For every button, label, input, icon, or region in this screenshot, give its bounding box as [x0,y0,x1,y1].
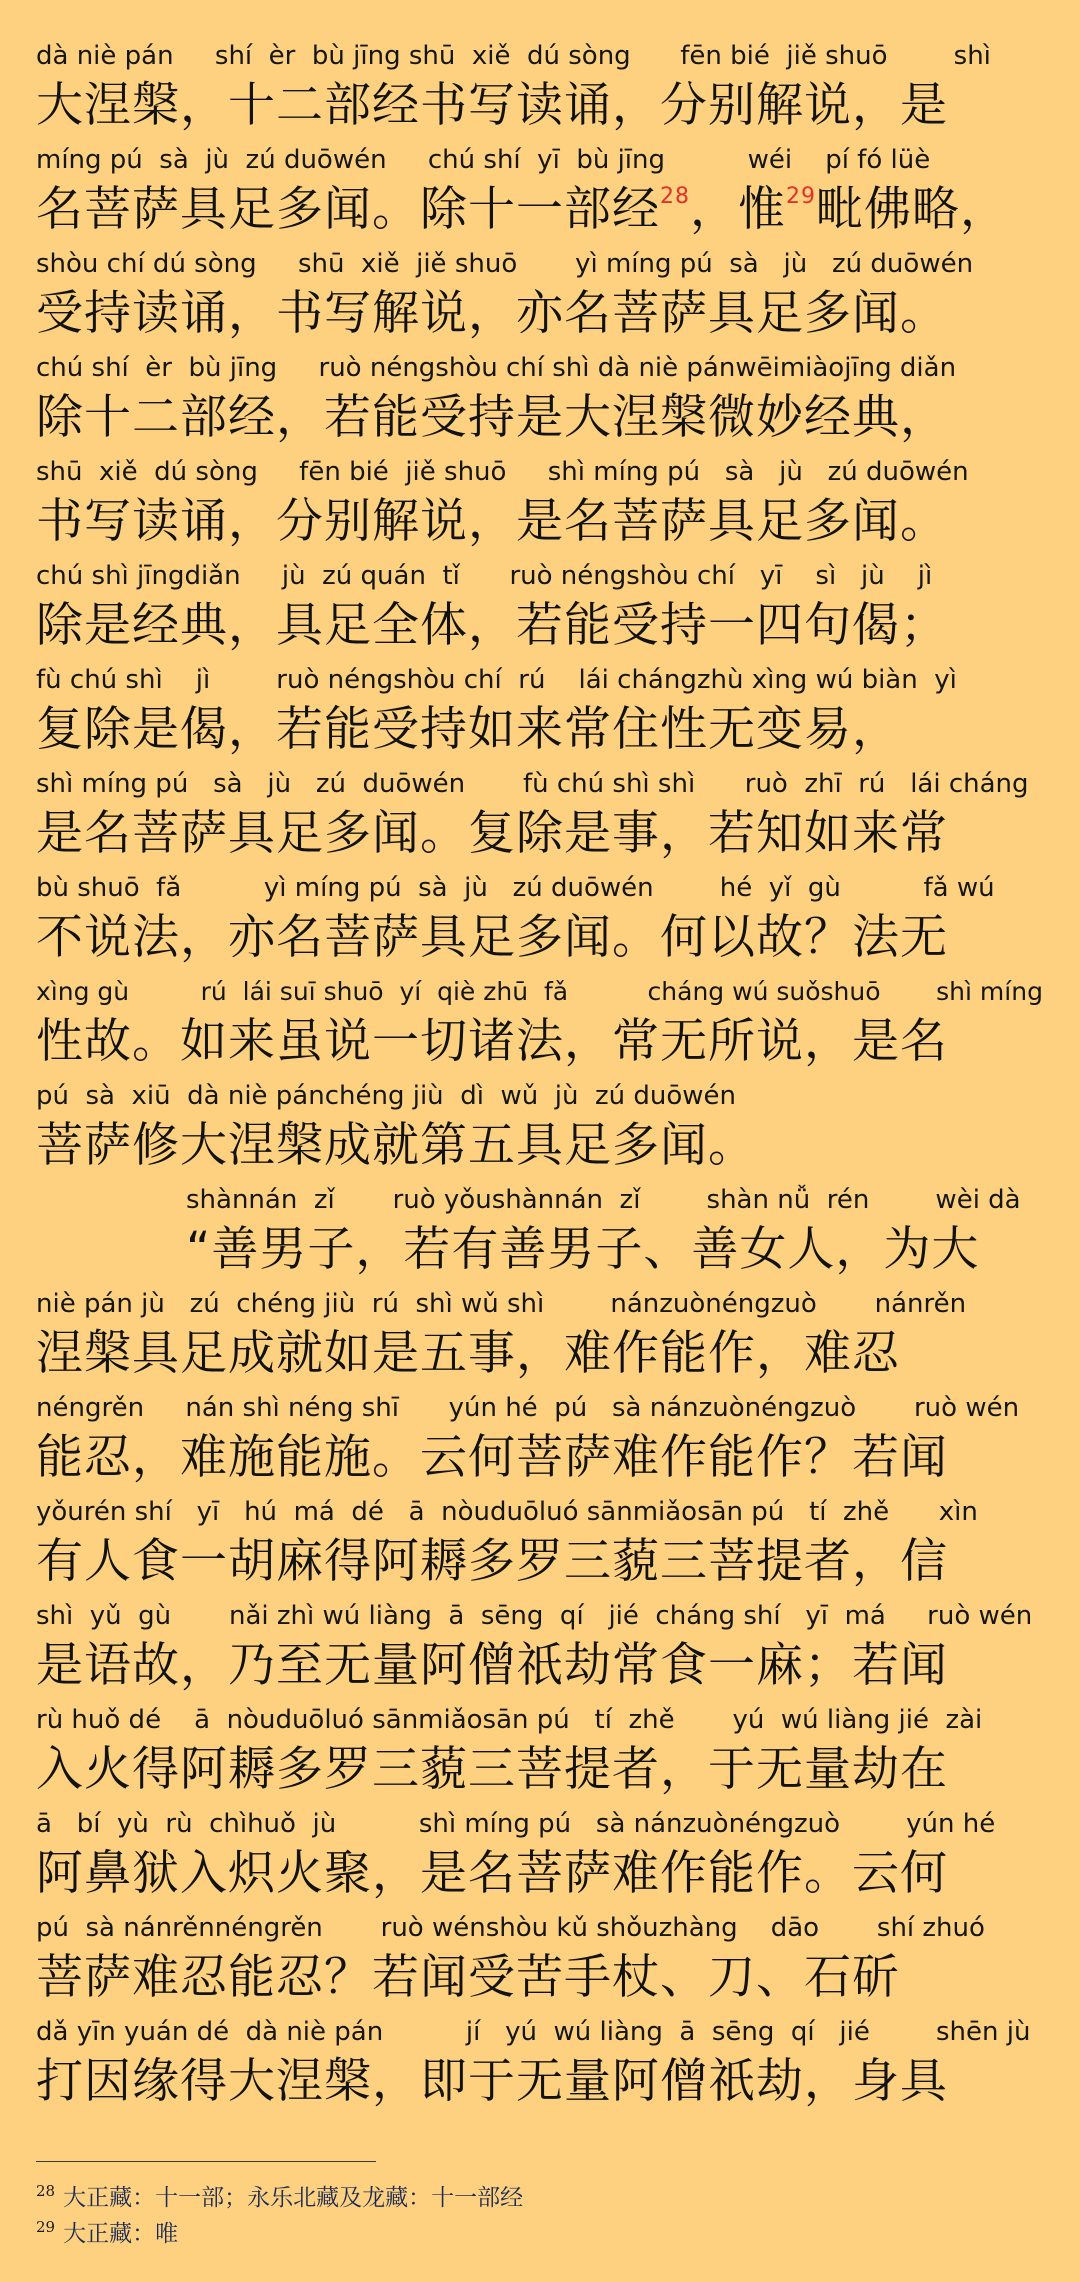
pinyin-row: dà niè pán shí èr bù jīng shū xiě dú sòng fēn bié jiě shuō shì [36,41,991,71]
hanzi-row: 大涅槃，十二部经书写读诵，分别解说，是 [36,78,948,133]
pinyin-row: shì yǔ gù nǎi zhì wú liàng ā sēng qí jié cháng shí yī má ruò wén [36,1601,1033,1631]
hanzi-row: 打因缘得大涅槃，即于无量阿僧祇劫，身具 [36,2054,948,2109]
hanzi-row: 除十二部经，若能受持是大涅槃微妙经典， [36,390,948,445]
text-line [36,348,1048,452]
pinyin-row: míng pú sà jù zú duōwén chú shí yī bù jīng wéi pí fó lüè [36,145,931,175]
footnote-ref-28[interactable]: 28 [660,184,690,209]
hanzi-row: 书写读诵，分别解说，是名菩萨具足多闻。 [36,494,948,549]
text-line [36,1284,1048,1388]
hanzi-row: 性故。如来虽说一切诸法，常无所说，是名 [36,1014,948,1069]
footnote-divider [36,2161,376,2162]
pinyin-row: pú sà xiū dà niè pánchéng jiù dì wǔ jù zú duōwén [36,1081,736,1111]
pinyin-row: yǒurén shí yī hú má dé ā nòuduōluó sānmiǎosān pú tí zhě xìn [36,1497,978,1527]
hanzi-row: 阿鼻狱入炽火聚，是名菩萨难作能作。云何 [36,1846,948,1901]
hanzi-row: 除是经典，具足全体，若能受持一四句偈； [36,598,948,653]
pinyin-row: chú shì jīngdiǎn jù zú quán tǐ ruò néngshòu chí yī sì jù jì [36,561,933,591]
pinyin-row: rù huǒ dé ā nòuduōluó sānmiǎosān pú tí zhě yú wú liàng jié zài [36,1705,983,1735]
pinyin-row: shòu chí dú sòng shū xiě jiě shuō yì míng pú sà jù zú duōwén [36,249,974,279]
pinyin-row: néngrěn nán shì néng shī yún hé pú sà nánzuònéngzuò ruò wén [36,1393,1020,1423]
hanzi-row: 入火得阿耨多罗三藐三菩提者，于无量劫在 [36,1742,948,1797]
pinyin-row: dǎ yīn yuán dé dà niè pán jí yú wú liàng ā sēng qí jié shēn jù [36,2017,1031,2047]
pinyin-row: bù shuō fǎ yì míng pú sà jù zú duōwén hé yǐ gù fǎ wú [36,873,995,903]
hanzi-row: 涅槃具足成就如是五事，难作能作，难忍 [36,1326,900,1381]
hanzi-row: 受持读诵，书写解说，亦名菩萨具足多闻。 [36,286,948,341]
pinyin-row: pú sà nánrěnnéngrěn ruò wénshòu kǔ shǒuzhàng dāo shí zhuó [36,1913,985,1943]
text-line [36,1180,1048,1284]
footnote-number: 29 [36,2218,56,2236]
text-line [36,452,1048,556]
text-line [36,972,1048,1076]
hanzi-row: 复除是偈，若能受持如来常住性无变易， [36,702,900,757]
text-line [36,1700,1048,1804]
footnote [36,2174,1036,2211]
hanzi-row: 不说法，亦名菩萨具足多闻。何以故？法无 [36,910,948,965]
text-line [36,36,1048,140]
hanzi-row: “善男子，若有善男子、善女人，为大 [186,1222,980,1277]
text-line [36,1492,1048,1596]
pinyin-row: fù chú shì jì ruò néngshòu chí rú lái chángzhù xìng wú biàn yì [36,665,957,695]
pinyin-row: shì míng pú sà jù zú duōwén fù chú shì shì ruò zhī rú lái cháng [36,769,1029,799]
text-line [36,764,1048,868]
pinyin-row: chú shí èr bù jīng ruò néngshòu chí shì dà niè pánwēimiàojīng diǎn [36,353,957,383]
hanzi-row: 是语故，乃至无量阿僧祇劫常食一麻；若闻 [36,1638,948,1693]
text-line [36,1388,1048,1492]
hanzi-segment: ，惟 [690,182,786,237]
hanzi-row: 是名菩萨具足多闻。复除是事，若知如来常 [36,806,948,861]
footnote-text: 大正藏：唯 [63,2221,179,2247]
text-line [36,140,1048,244]
pinyin-row: xìng gù rú lái suī shuō yí qiè zhū fǎ cháng wú suǒshuō shì míng [36,977,1043,1006]
pinyin-row: ā bí yù rù chìhuǒ jù shì míng pú sà nánzuònéngzuò yún hé [36,1809,996,1839]
hanzi-row: 菩萨难忍能忍？若闻受苦手杖、刀、石斫 [36,1950,900,2005]
text-line [36,660,1048,764]
footnote-number: 28 [36,2182,56,2200]
footnote [36,2210,1036,2247]
text-line [36,1908,1048,2012]
footnote-text: 大正藏：十一部；永乐北藏及龙藏：十一部经 [63,2185,524,2211]
text-line [36,1596,1048,1700]
pinyin-row: shū xiě dú sòng fēn bié jiě shuō shì míng pú sà jù zú duōwén [36,457,969,487]
hanzi-row: 能忍，难施能施。云何菩萨难作能作？若闻 [36,1430,948,1485]
hanzi-segment: 毗佛略， [816,182,1008,237]
text-line [36,244,1048,348]
hanzi-segment: 名菩萨具足多闻。除十一部经 [36,182,660,237]
text-line [36,868,1048,972]
text-line [36,1804,1048,1908]
hanzi-row: 有人食一胡麻得阿耨多罗三藐三菩提者，信 [36,1534,948,1589]
text-line [36,556,1048,660]
hanzi-row [36,178,1048,244]
hanzi-row: 菩萨修大涅槃成就第五具足多闻。 [36,1118,756,1173]
pinyin-row: shànnán zǐ ruò yǒushànnán zǐ shàn nǚ rén wèi dà [186,1185,1021,1215]
pinyin-row: niè pán jù zú chéng jiù rú shì wǔ shì nánzuònéngzuò nánrěn [36,1289,967,1319]
text-line [36,2012,1048,2116]
text-line [36,1076,1048,1180]
footnote-ref-29[interactable]: 29 [786,184,816,209]
